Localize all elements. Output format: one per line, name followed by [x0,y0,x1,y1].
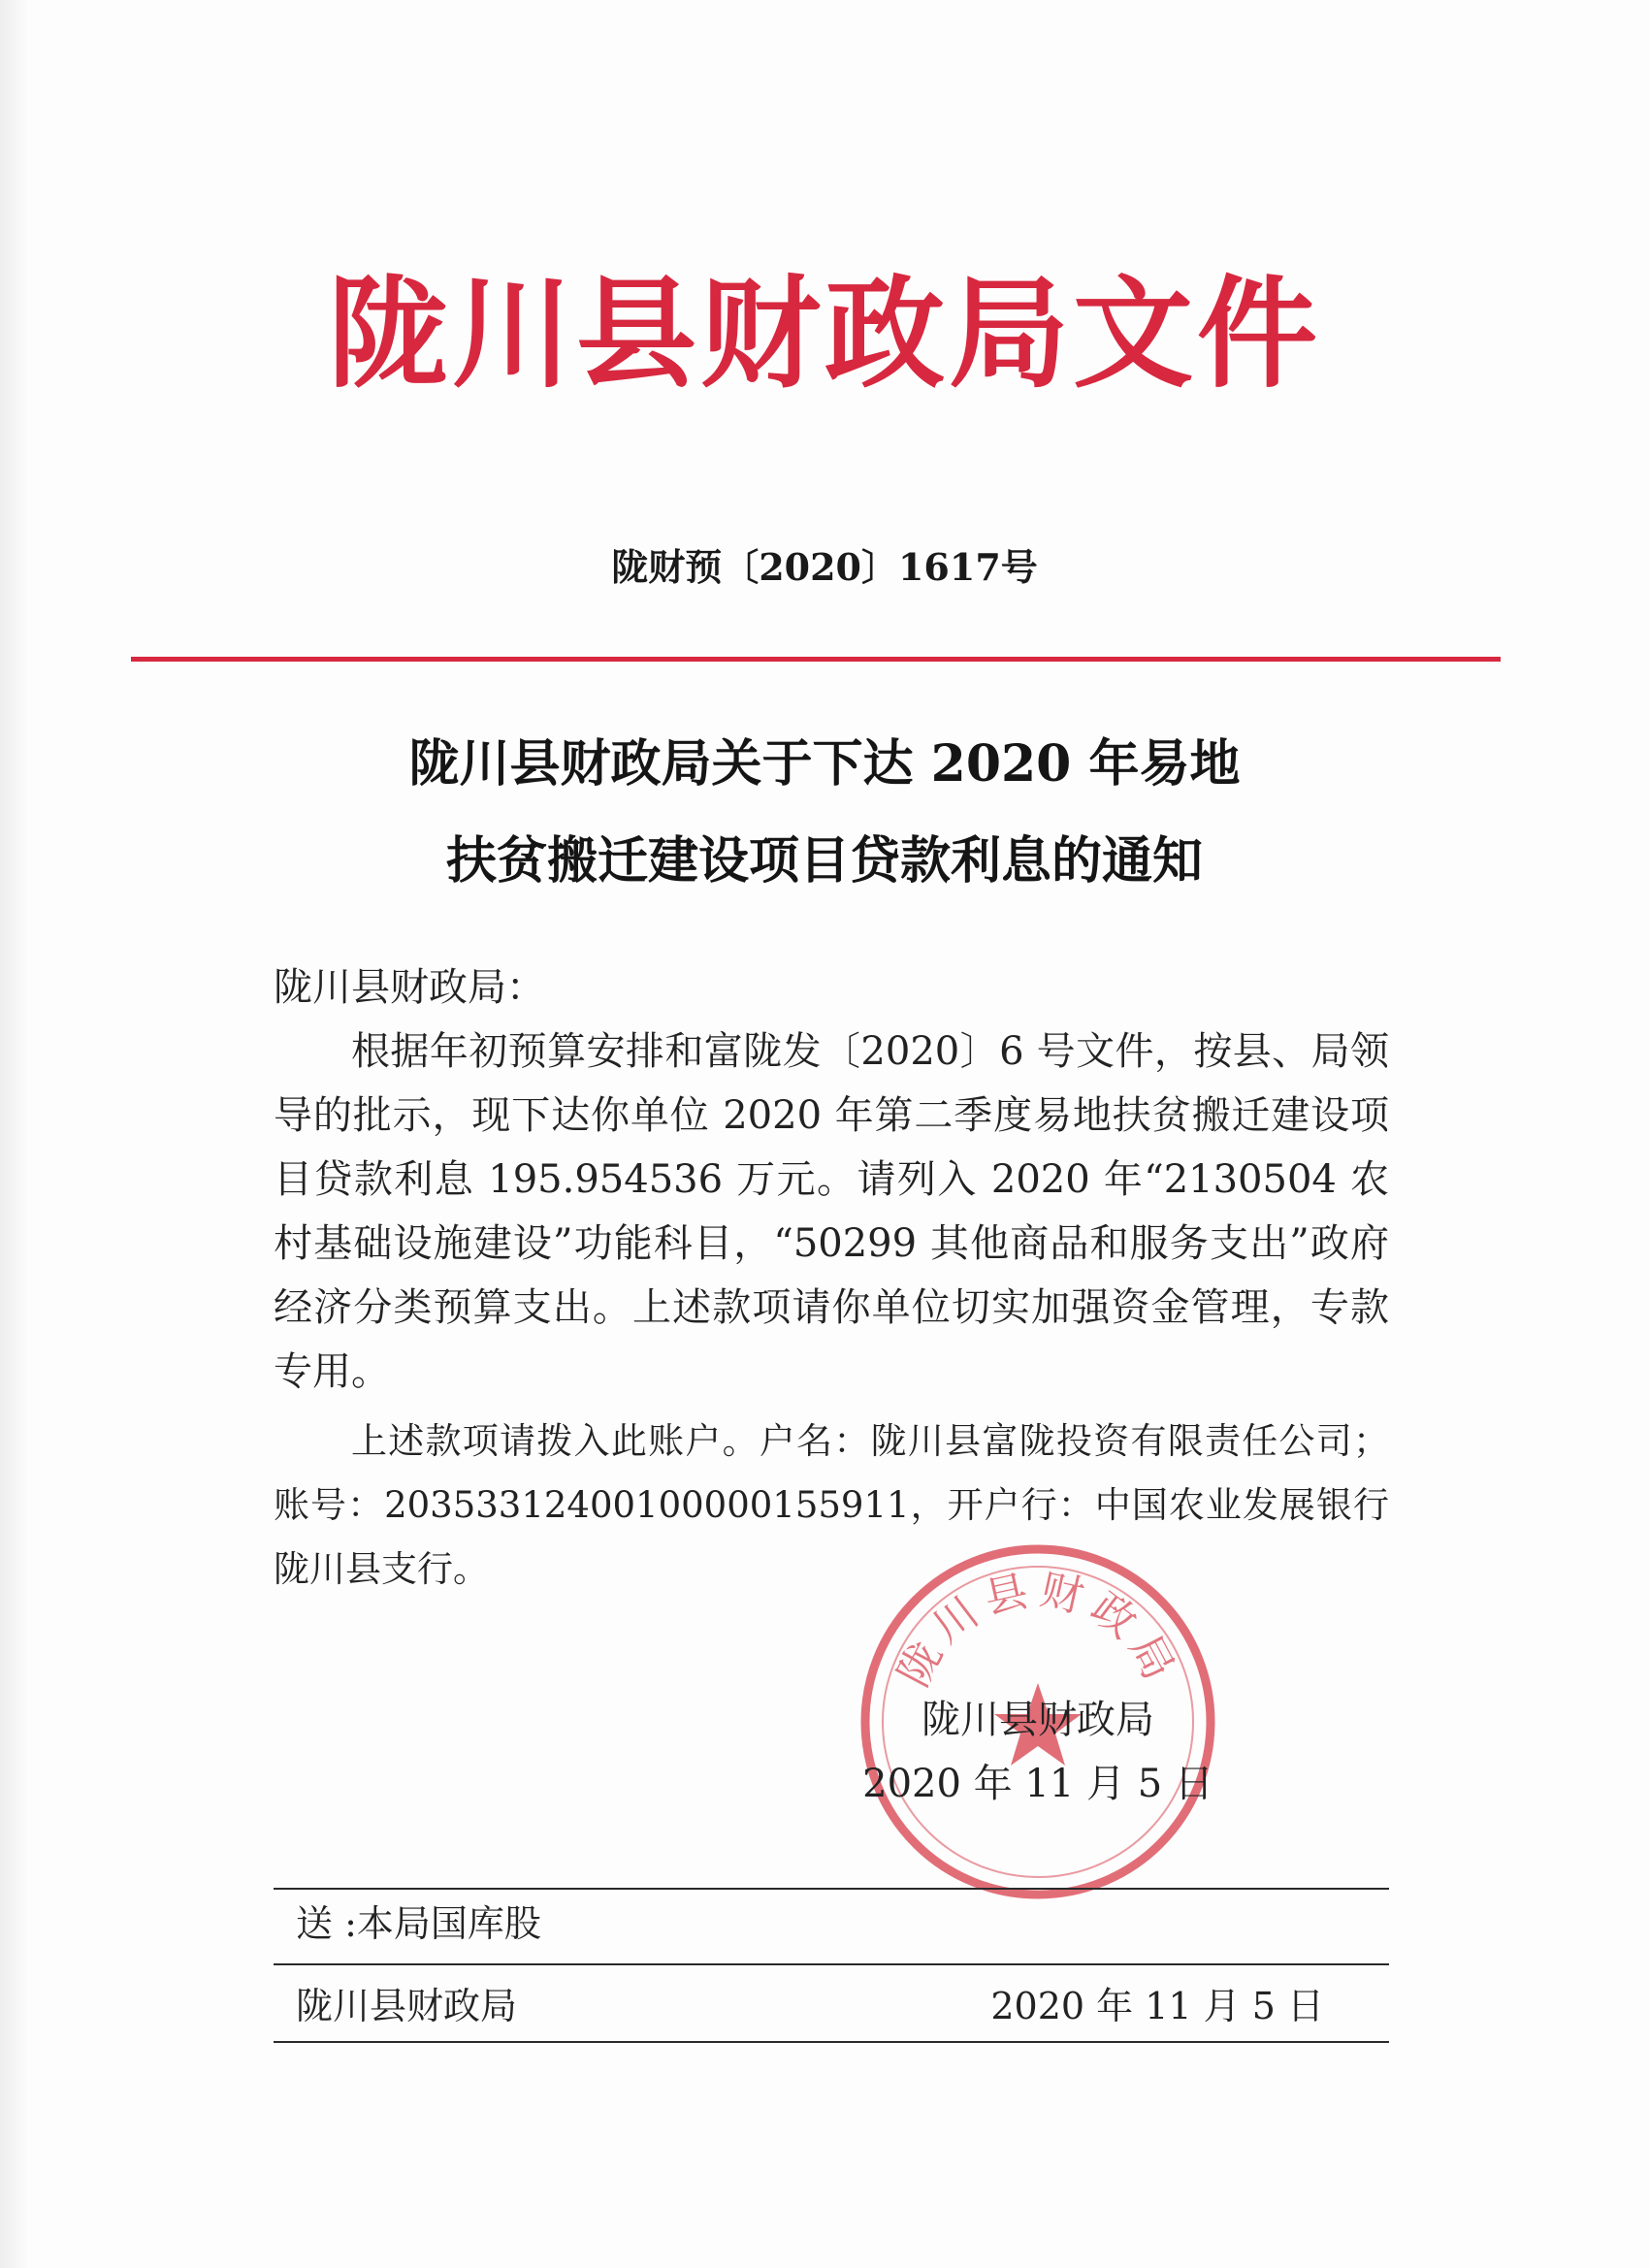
footer-row [296,1982,1324,2030]
signature-block [834,1688,1242,1816]
signature-org: 陇川县财政局 [922,1698,1154,1742]
footer-bottom-rule [274,2041,1389,2043]
salutation: 陇川县财政局： [274,965,545,1010]
cc-recipient: 送 :本局国库股 [296,1902,541,1945]
scan-shadow [0,0,27,2268]
notice-title-line-1: 陇川县财政局关于下达 2020 年易地 [408,734,1241,794]
footer-date: 2020 年 11 月 5 日 [990,1985,1324,2027]
seal-text: 陇川县财政局 [889,1565,1187,1695]
body-paragraph-account: 上述款项请拨入此账户。户名：陇川县富陇投资有限责任公司；账号：20353312400100000155911，开户行：中国农业发展银行陇川县支行。 [274,1420,1389,1590]
red-divider-line [131,657,1501,662]
notice-body [274,956,1389,1602]
cc-middle-rule [274,1963,1389,1965]
cc-top-rule [274,1888,1389,1890]
masthead-title: 陇川县财政局文件 [327,264,1321,405]
body-paragraph-1: 根据年初预算安排和富陇发〔2020〕6 号文件，按县、局领导的批示，现下达你单位 2020 年第二季度易地扶贫搬迁建设项目贷款利息 195.954536 万元。请列入 2020 年“2130504 农村基础设施建设”功能科目，“50299 其他商品和服务支出”政府经济分类预算支出。上述款项请你单位切实加强资金管理，专款专用。 [274,1029,1389,1394]
document-number: 陇财预〔2020〕1617号 [611,545,1038,589]
notice-title-line-2: 扶贫搬迁建设项目贷款利息的通知 [445,831,1203,891]
notice-title [233,716,1416,910]
signature-date: 2020 年 11 月 5 日 [862,1762,1213,1806]
footer-issuer: 陇川县财政局 [296,1985,518,2027]
